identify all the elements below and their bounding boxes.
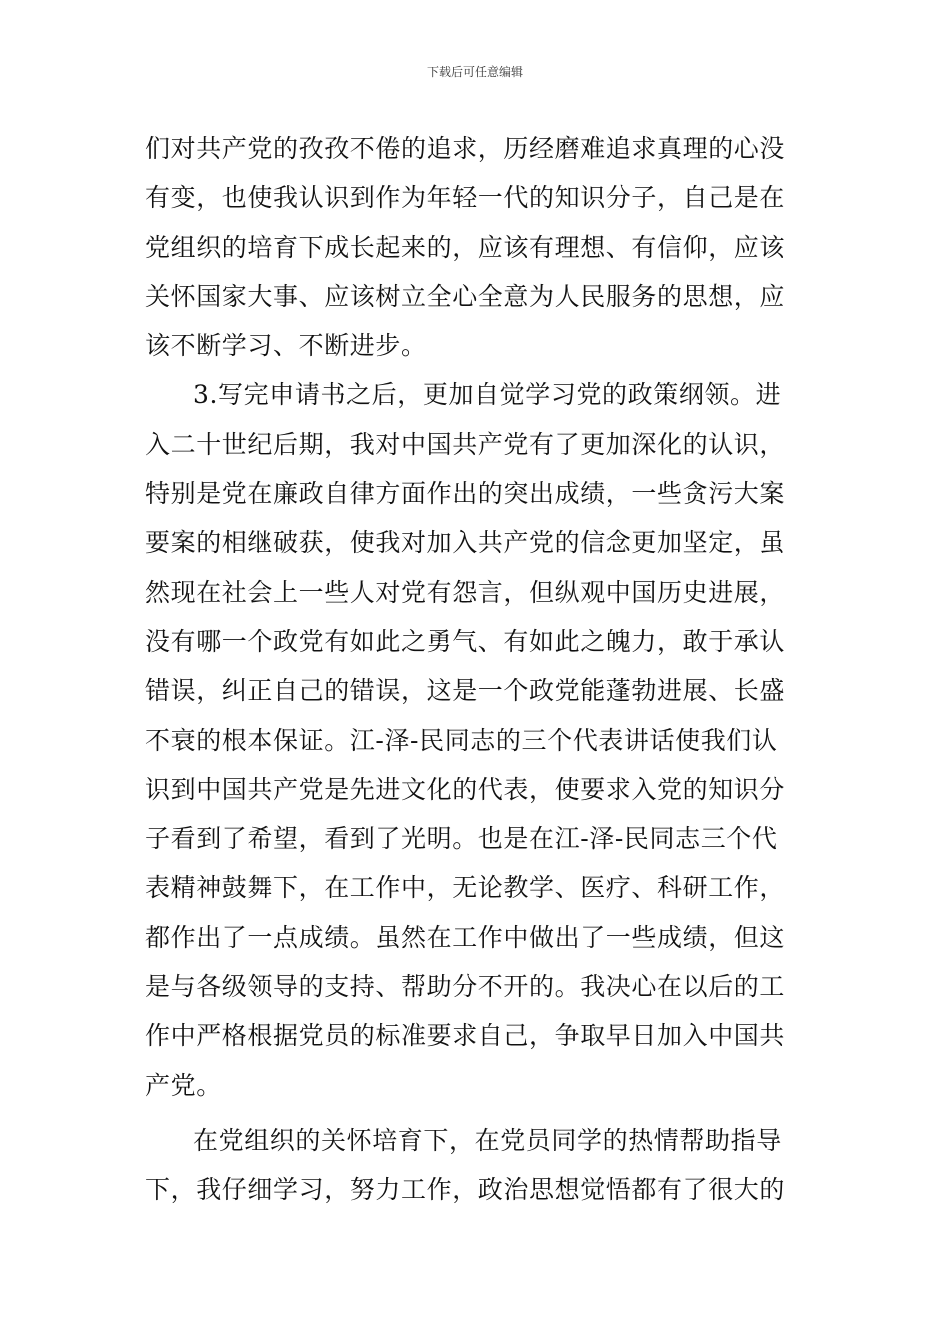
text-line: 关怀国家大事、应该树立全心全意为人民服务的思想，应 bbox=[145, 281, 786, 311]
text-line: 子看到了希望，看到了光明。也是在江-泽-民同志三个代 bbox=[145, 824, 778, 854]
page-header: 下载后可任意编辑 bbox=[426, 65, 523, 79]
text-line: 特别是党在廉政自律方面作出的突出成绩，一些贪污大案 bbox=[145, 479, 786, 509]
text-line: 识到中国共产党是先进文化的代表，使要求入党的知识分 bbox=[145, 774, 786, 804]
text-line: 是与各级领导的支持、帮助分不开的。我决心在以后的工 bbox=[145, 972, 786, 1002]
document-body bbox=[145, 124, 810, 1215]
text-line: 在党组织的关怀培育下，在党员同学的热情帮助指导 bbox=[193, 1125, 782, 1155]
paragraph-1 bbox=[145, 124, 810, 370]
text-line: 3.写完申请书之后，更加自觉学习党的政策纲领。进 bbox=[193, 380, 782, 410]
text-line: 有变，也使我认识到作为年轻一代的知识分子，自己是在 bbox=[145, 183, 786, 213]
text-line: 没有哪一个政党有如此之勇气、有如此之魄力，敢于承认 bbox=[145, 626, 786, 656]
text-line: 们对共产党的孜孜不倦的追求，历经磨难追求真理的心没 bbox=[145, 134, 786, 163]
text-line: 作中严格根据党员的标准要求自己，争取早日加入中国共 bbox=[145, 1021, 786, 1051]
text-line: 该不断学习、不断进步。 bbox=[145, 331, 427, 361]
text-line: 产党。 bbox=[145, 1070, 222, 1100]
text-line: 都作出了一点成绩。虽然在工作中做出了一些成绩，但这 bbox=[145, 922, 786, 952]
text-line: 下，我仔细学习，努力工作，政治思想觉悟都有了很大的 bbox=[145, 1175, 786, 1205]
text-line: 党组织的培育下成长起来的，应该有理想、有信仰，应该 bbox=[145, 232, 786, 262]
paragraph-3 bbox=[145, 1116, 810, 1215]
text-line: 然现在社会上一些人对党有怨言，但纵观中国历史进展， bbox=[145, 577, 786, 607]
text-line: 要案的相继破获，使我对加入共产党的信念更加坚定，虽 bbox=[145, 528, 786, 558]
text-line: 表精神鼓舞下，在工作中，无论教学、医疗、科研工作， bbox=[145, 873, 786, 903]
paragraph-2 bbox=[145, 370, 810, 1109]
text-line: 入二十世纪后期，我对中国共产党有了更加深化的认识， bbox=[145, 429, 786, 459]
text-line: 错误，纠正自己的错误，这是一个政党能蓬勃进展、长盛 bbox=[145, 676, 786, 706]
text-line: 不衰的根本保证。江-泽-民同志的三个代表讲话使我们认 bbox=[145, 725, 778, 755]
